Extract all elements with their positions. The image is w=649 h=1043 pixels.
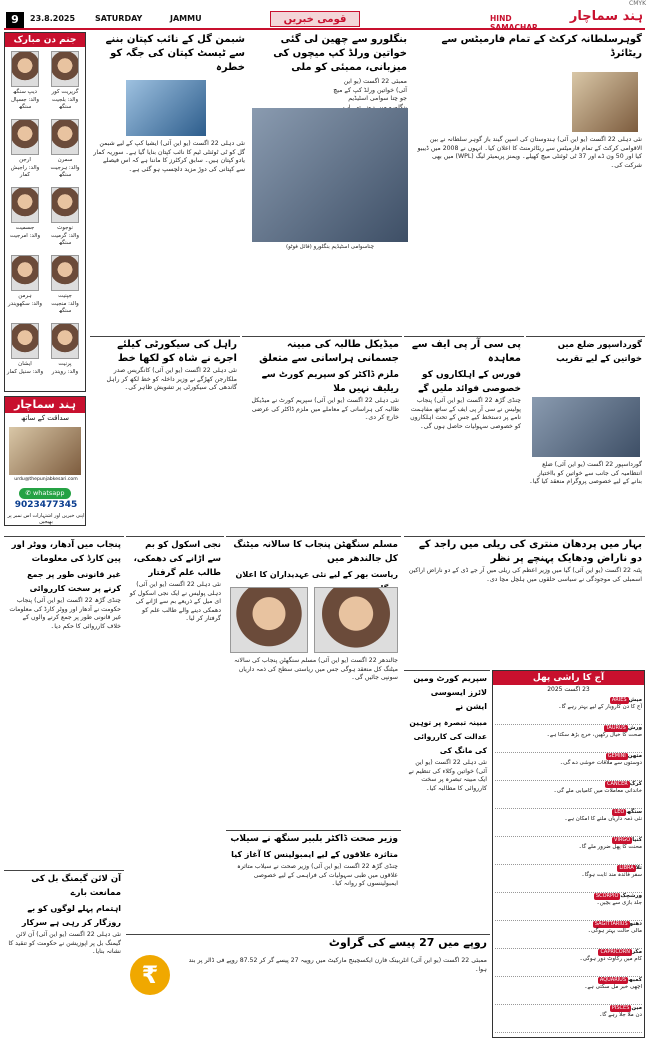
- zodiac-badge: CANCER: [606, 781, 628, 787]
- ad-tagline: سداقت کے ساتھ: [21, 414, 69, 422]
- zodiac-name: ورشچک: [620, 893, 642, 899]
- body-muslim: جالندھر 22 اگست (یو این آئی) مسلم سنگھٹن پنجاب کی سالانہ میٹنگ کل منعقد ہوگی جس میں ریاستی سطح کی ذمہ داریاں سونپی جائیں گی۔: [234, 657, 398, 682]
- child-photo: [51, 255, 79, 291]
- zodiac-name: تلا: [635, 865, 642, 871]
- zodiac-badge: LEO: [614, 809, 625, 815]
- birthday-card: [5, 253, 45, 319]
- zodiac-badge: VIRGO: [614, 837, 631, 843]
- child-name: ہرمن: [18, 293, 32, 299]
- zodiac-name: مکر: [631, 949, 642, 955]
- horoscope-section: [492, 670, 645, 1038]
- whatsapp-label: whatsapp: [32, 489, 65, 497]
- zodiac-entry: [495, 921, 642, 949]
- child-photo: [11, 255, 39, 291]
- zodiac-name: میش: [628, 697, 642, 703]
- headline-flood: وزیر صحت ڈاکٹر بلبیر سنگھ نے سیلاب: [230, 834, 398, 844]
- body-flood: چنڈی گڑھ 22 اگست (یو این آئی) وزیر صحت نے سیلاب متاثرہ علاقوں میں طبی سہولیات کی فراہمی کے لیے خصوصی ایمبولینسوں کو روانہ کیا۔: [237, 863, 398, 888]
- birthday-card: [45, 253, 85, 319]
- whatsapp-badge: [19, 488, 71, 499]
- zodiac-entry: [495, 809, 642, 837]
- article-gurdaspur: [526, 336, 645, 531]
- birthday-card: [45, 321, 85, 387]
- zodiac-name: کرک: [629, 781, 642, 787]
- birthday-section: [4, 32, 86, 392]
- zodiac-text: جلد بازی سے بچیں۔: [596, 899, 642, 906]
- article-aadhaar: [4, 536, 124, 866]
- zodiac-text: نئی ذمہ داریاں ملنے کا امکان ہے۔: [564, 815, 642, 822]
- article-rahul: [90, 336, 240, 531]
- headline-school: نجی اسکول کو بم سے اڑانے کی دھمکی، طالب علم گرفتار: [133, 540, 221, 578]
- photo-muslim-1: [230, 587, 308, 653]
- zodiac-text: مالی حالت بہتر ہوگی۔: [587, 927, 642, 934]
- body-shubman: نئی دہلی 22 اگست (یو این آئی) ایشیا کپ کے لیے شبمن گل کو ٹی ٹوئنٹی ٹیم کا نائب کپتان بنایا گیا ہے۔ سوریہ کمار یادو کپتان ہیں۔ سابق کرکٹرز کا ماننا ہے کہ اس فیصلے سے کپتانی کی دوڑ مزید دلچسپ ہو گئی ہے۔: [93, 140, 245, 173]
- zodiac-text: دن ملا جلا رہے گا۔: [598, 1011, 642, 1018]
- birthday-card: [45, 185, 85, 251]
- zodiac-text: دوستوں سے ملاقات خوشی دے گی۔: [559, 759, 642, 766]
- photo-gohar: [572, 72, 638, 132]
- article-medical: [242, 336, 402, 531]
- subhead-flood: متاثرہ علاقوں کے لیے ایمبولینس کا آغاز کیا: [231, 850, 398, 859]
- brand-en: HIND: [490, 14, 512, 23]
- body-bihar: پٹنہ 22 اگست (یو این آئی) گیا میں وزیر اعظم کی ریلی میں آر جے ڈی کے دو ناراض اراکین اسمبلی کی موجودگی نے سیاسی حلقوں میں ہلچل مچا دی۔: [408, 567, 642, 583]
- child-parent: والد: منجیت سنگھ: [51, 301, 79, 314]
- child-name: ارجن: [19, 157, 31, 163]
- child-photo: [11, 119, 39, 155]
- subhead-supreme: مبینہ تبصرہ پر توہین عدالت کی کارروائی کی مانگ کی: [409, 718, 487, 755]
- brand-ur: ہند سماچار: [569, 9, 643, 24]
- child-parent: والد: گرمیت سنگھ: [50, 233, 79, 246]
- subhead-medical: ملزم ڈاکٹر کو سپریم کورٹ سے ریلیف نہیں ملا: [261, 370, 399, 394]
- ad-image: [9, 427, 81, 475]
- page-header: [0, 0, 649, 30]
- child-parent: والد: ہرجیت سنگھ: [50, 165, 80, 178]
- issue-day: SATURDAY: [95, 14, 143, 23]
- headline-muslim: مسلم سنگھٹن پنجاب کا سالانہ میٹنگ کل جالندھر میں: [233, 540, 398, 564]
- body-gurdaspur: گورداسپور 22 اگست (یو این آئی) ضلع انتظامیہ کی جانب سے خواتین کو بااختیار بنانے کے لیے خصوصی پروگرام منعقد کیا گیا۔: [529, 461, 642, 486]
- horoscope-date: 23 اگست 2025: [547, 686, 590, 693]
- zodiac-list: [495, 697, 642, 1037]
- child-parent: والد: جسپال سنگھ: [11, 97, 39, 110]
- child-name: ایشان: [18, 361, 32, 367]
- ad-phone[interactable]: 9023477345: [14, 500, 78, 510]
- article-gaming: [4, 870, 124, 1038]
- birthday-card: [5, 321, 45, 387]
- birthday-title: جنم دن مبارک: [5, 33, 85, 47]
- zodiac-text: صحت کا خیال رکھیں، خرچ بڑھ سکتا ہے۔: [546, 731, 642, 738]
- zodiac-entry: [495, 697, 642, 725]
- child-photo: [11, 51, 39, 87]
- child-photo: [51, 51, 79, 87]
- zodiac-text: محنت کا پھل ضرور ملے گا۔: [578, 843, 642, 850]
- child-parent: والد: رویندر: [51, 369, 79, 375]
- subhead-gaming: اہتمام پہلے لوگوں کو بے روزگار کر رہی ہے سرکار: [21, 904, 121, 927]
- headline-pcs: پی سی آر پی ایف سے معاہدہ: [411, 339, 521, 364]
- headline-gaming: آن لائن گیمنگ بل کی ممانعت بارے: [31, 874, 121, 898]
- article-flood: [226, 830, 401, 930]
- photo-muslim-2: [314, 587, 398, 653]
- headline-gurdaspur: گورداسپور ضلع میں خواتین کے لیے تقریب: [556, 340, 642, 364]
- child-name: دیپ سنگھ: [13, 89, 37, 95]
- caption-stadium: چناسوامی اسٹیڈیم بنگلورو (فائل فوٹو): [285, 244, 375, 250]
- birthday-card: [5, 117, 45, 183]
- photo-gurdaspur: [532, 397, 640, 457]
- article-cricket: [412, 32, 645, 332]
- body-rahul: نئی دہلی 22 اگست (یو این آئی) کانگریس صدر ملکارجن کھڑگے نے وزیر داخلہ کو خط لکھ کر راہل گاندھی کی سیکورٹی پر تشویش ظاہر کی۔: [106, 367, 237, 392]
- headline-rahul: راہل کی سیکورٹی کیلئے اجرے نے شاہ کو لکھا خط: [117, 339, 237, 364]
- child-parent: والد: راجیش کمار: [10, 165, 40, 178]
- body-school: نئی دہلی 22 اگست (یو این آئی) دہلی پولیس نے ایک نجی اسکول کو ای میل کے ذریعے بم سے اڑانے کی دھمکی دینے والے طالب علم کو گرفتار کر لیا۔: [129, 581, 221, 623]
- zodiac-entry: [495, 725, 642, 753]
- ad-brand: ہند سماچار: [5, 397, 85, 413]
- article-bengaluru: [250, 32, 410, 332]
- child-photo: [51, 119, 79, 155]
- child-parent: والد: امرجیت: [9, 233, 41, 239]
- zodiac-badge: GEMINI: [607, 753, 626, 759]
- zodiac-entry: [495, 977, 642, 1005]
- child-parent: والد: سنیل کمار: [6, 369, 44, 375]
- zodiac-name: دھنو: [629, 921, 642, 927]
- zodiac-badge: SCORPIO: [595, 893, 619, 899]
- birthday-grid: [5, 49, 85, 391]
- article-supreme: [404, 670, 490, 940]
- body-cricket: نئی دہلی 22 اگست (یو این آئی) ہندوستان کی اسپن گیند باز گوہر سلطانہ نے بین الاقوامی کرکٹ کے تمام فارمیٹس سے ریٹائرمنٹ کا اعلان کیا۔ انہوں نے 2008 میں ڈیبیو کیا اور 50 ون ڈے اور 37 ٹی ٹوئنٹی میچ کھیلے۔ ویمنز پریمیئر لیگ (WPL) میں بھی شرکت کی۔: [417, 136, 642, 169]
- rupee-icon: ₹: [130, 955, 170, 995]
- headline-rupee: روپے میں 27 پیسے کی گراوٹ: [328, 936, 487, 949]
- child-name: سمرن: [57, 157, 73, 163]
- article-school: [126, 536, 224, 826]
- zodiac-name: متھن: [627, 753, 642, 759]
- zodiac-entry: [495, 837, 642, 865]
- child-name: پرنیت: [58, 361, 72, 367]
- birthday-card: [5, 49, 45, 115]
- zodiac-badge: PISCES: [611, 1005, 630, 1011]
- zodiac-badge: ARIES: [611, 697, 627, 703]
- zodiac-badge: SAGITTARIUS: [594, 921, 628, 927]
- headline-supreme: سپریم کورٹ ومین لائرز ایسوسی ایشن نے: [413, 674, 487, 711]
- zodiac-badge: TAURUS: [605, 725, 626, 731]
- birthday-card: [45, 117, 85, 183]
- child-photo: [11, 187, 39, 223]
- subhead-pcs: فورس کے اہلکاروں کو خصوصی فوائد ملیں گے: [418, 370, 521, 394]
- horoscope-title: آج کا راشی پھل: [493, 671, 644, 685]
- birthday-card: [45, 49, 85, 115]
- header-rule: [4, 28, 645, 30]
- body-aadhaar: چنڈی گڑھ 22 اگست (یو این آئی) پنجاب حکومت نے آدھار اور ووٹر کارڈ کی معلومات غیر قانونی طور پر جمع کرنے والوں کے خلاف کارروائی کا حکم دیا۔: [9, 597, 121, 630]
- child-name: گرپریت کور: [51, 89, 79, 95]
- headline-medical: میڈیکل طالبہ کی مبینہ جسمانی ہراسانی سے متعلق: [259, 339, 399, 364]
- ad-note: اپنی خبریں اور اشتہارات اس نمبر پر بھیجیں: [7, 513, 85, 525]
- zodiac-entry: [495, 949, 642, 977]
- child-photo: [51, 323, 79, 359]
- headline-aadhaar: پنجاب میں آدھار، ووٹر اور پین کارڈ کی معلومات: [11, 540, 121, 564]
- photo-shubman: [126, 80, 206, 136]
- child-photo: [11, 323, 39, 359]
- child-name: جپنیت: [58, 293, 72, 299]
- child-photo: [51, 187, 79, 223]
- birthday-card: [5, 185, 45, 251]
- zodiac-entry: [495, 1005, 642, 1033]
- article-bihar: [404, 536, 645, 666]
- article-rupee: [126, 934, 490, 1038]
- article-pcs: [404, 336, 524, 531]
- zodiac-text: آج کا دن کاروبار کے لیے بہتر رہے گا۔: [558, 703, 642, 710]
- issue-city: JAMMU: [170, 14, 202, 23]
- photo-stadium: [252, 108, 408, 242]
- zodiac-name: کمبھ: [628, 977, 642, 983]
- hind-samachar-ad: [4, 396, 86, 526]
- page-number: 9: [6, 12, 24, 28]
- zodiac-name: مین: [631, 1005, 642, 1011]
- zodiac-text: اچھی خبر مل سکتی ہے۔: [584, 983, 642, 990]
- headline-shubman: شبمن گل کے نائب کپتان بننے سے ٹیسٹ کپتان کی جگہ کو خطرہ: [105, 34, 245, 73]
- child-name: نوجوت: [57, 225, 73, 231]
- child-parent: والد: سکھویندر: [7, 301, 43, 307]
- headline-bengaluru: بنگلورو سے چھین لی گئی خواتین ورلڈ کپ میچوں کی میزبانی، ممبئی کو ملی: [273, 34, 407, 73]
- headline-bihar: بہار میں پردھان منتری کی ریلی میں راجد کے دو ناراض ودھایک پہنچے پر نظر: [418, 539, 642, 564]
- subhead-aadhaar: غیر قانونی طور پر جمع کرنے پر سخت کارروائی: [27, 570, 121, 593]
- ad-email[interactable]: urdu@thepunjabkesari.com: [14, 477, 78, 482]
- body-pcs: چنڈی گڑھ 22 اگست (یو این آئی) پنجاب پولیس نے سی آر پی ایف کے ساتھ مفاہمت نامے پر دستخط کیے جس کے تحت اہلکاروں کو خصوصی سہولیات حاصل ہوں گی۔: [410, 397, 521, 430]
- body-medical: نئی دہلی 22 اگست (یو این آئی) سپریم کورٹ نے میڈیکل طالبہ کی ہراسانی کے معاملے میں ملزم ڈاکٹر کی عرضی خارج کر دی۔: [251, 397, 399, 422]
- child-parent: والد: بلجیت سنگھ: [51, 97, 79, 110]
- zodiac-badge: LIBRA: [619, 865, 634, 871]
- section-title: قومی خبریں: [270, 11, 360, 27]
- headline-cricket: گوہرسلطانہ کرکٹ کے تمام فارمیٹس سے ریٹائرڈ: [441, 34, 642, 59]
- body-gaming: نئی دہلی 22 اگست (یو این آئی) آن لائن گیمنگ بل پر اپوزیشن نے حکومت کو تنقید کا نشانہ بنایا۔: [8, 931, 121, 956]
- issue-date: 23.8.2025: [30, 14, 76, 23]
- body-rupee: ممبئی 22 اگست (یو این آئی) انٹربینک فارن ایکسچینج مارکیٹ میں روپیہ 27 پیسے گر کر 87.52 روپے فی ڈالر پر بند ہوا۔: [188, 957, 487, 973]
- whatsapp-icon: ✆: [25, 489, 33, 497]
- zodiac-name: ورش: [627, 725, 642, 731]
- zodiac-entry: [495, 781, 642, 809]
- zodiac-name: کنیا: [632, 837, 642, 843]
- zodiac-entry: [495, 893, 642, 921]
- body-supreme: نئی دہلی 22 اگست (یو این آئی) خواتین وکلاء کی تنظیم نے ایک مبینہ تبصرہ پر سخت کارروائی کا مطالبہ کیا۔: [408, 759, 487, 792]
- child-name: جسمیت: [15, 225, 35, 231]
- zodiac-entry: [495, 865, 642, 893]
- article-muslim: [226, 536, 401, 826]
- subhead-muslim: ریاست بھر کے لیے نئی عہدیداران کا اعلان: [235, 570, 398, 579]
- zodiac-text: سفر فائدہ مند ثابت ہوگا۔: [581, 871, 642, 878]
- zodiac-badge: AQUARIUS: [599, 977, 627, 983]
- article-shubman: [90, 32, 248, 332]
- zodiac-text: کام میں رکاوٹ دور ہوگی۔: [579, 955, 642, 962]
- zodiac-badge: CAPRICORN: [600, 949, 630, 955]
- zodiac-name: سنگھ: [626, 809, 642, 815]
- zodiac-entry: [495, 753, 642, 781]
- body-bengaluru: ممبئی 22 اگست (یو این آئی) خواتین ورلڈ کپ کے میچ جو چنا سوامی اسٹیڈیم: [333, 78, 407, 103]
- cmyk-mark: CMYK: [629, 0, 646, 7]
- zodiac-text: خاندانی معاملات میں کامیابی ملے گی۔: [553, 787, 642, 794]
